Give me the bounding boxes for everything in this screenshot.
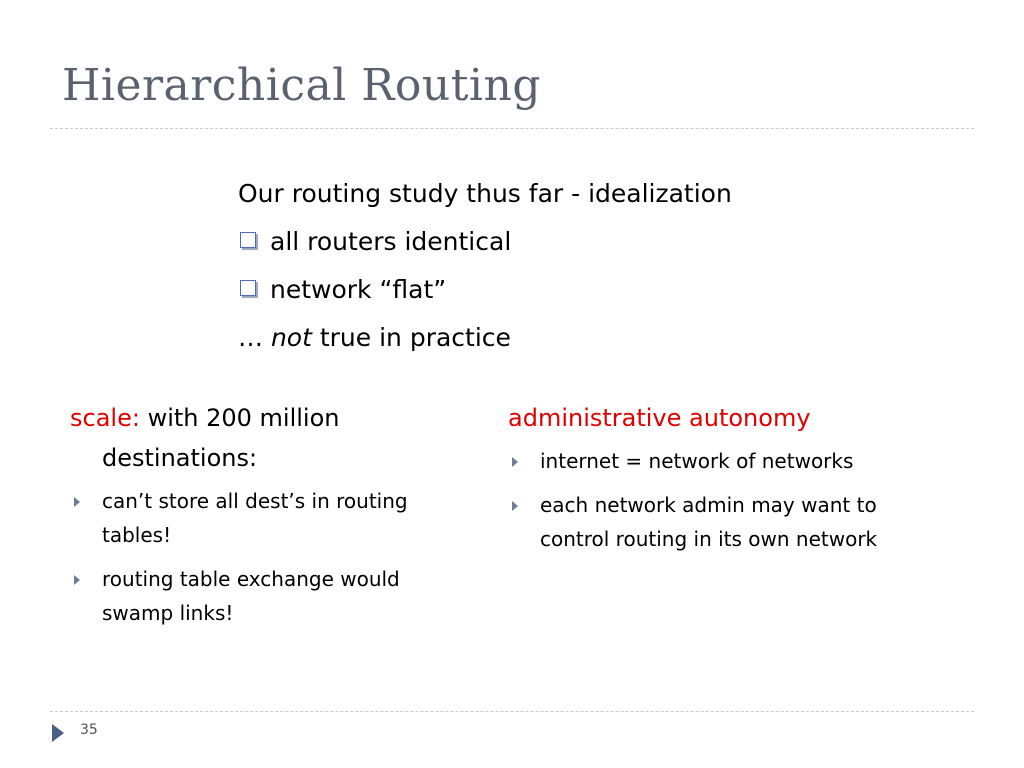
autonomy-heading: administrative autonomy xyxy=(508,404,811,432)
list-item xyxy=(70,484,470,552)
list-item xyxy=(508,444,948,478)
footer-divider xyxy=(50,711,974,712)
page-number: 35 xyxy=(80,722,98,738)
intro-item xyxy=(238,266,878,314)
checkbox-square-icon xyxy=(240,232,256,248)
list-item xyxy=(70,562,470,630)
list-item-text: can’t store all dest’s in routing tables! xyxy=(102,489,408,547)
list-item-text: routing table exchange would swamp links! xyxy=(102,567,400,625)
list-item xyxy=(508,488,948,556)
intro-item-text: all routers identical xyxy=(270,227,512,256)
intro-item-text: network “flat” xyxy=(270,275,447,304)
intro-closing-suffix: true in practice xyxy=(311,323,511,352)
triangle-right-icon xyxy=(74,497,80,507)
scale-heading xyxy=(70,398,470,478)
slide-title: Hierarchical Routing xyxy=(62,60,541,111)
intro-closing xyxy=(238,314,878,362)
intro-heading: Our routing study thus far - idealization xyxy=(238,179,732,208)
intro-block xyxy=(238,170,878,362)
checkbox-square-icon xyxy=(240,280,256,296)
intro-item xyxy=(238,218,878,266)
scale-bullet-list xyxy=(70,484,470,630)
autonomy-bullet-list xyxy=(508,444,948,556)
intro-closing-emphasis: not xyxy=(270,323,312,352)
triangle-right-icon xyxy=(512,457,518,467)
list-item-text: internet = network of networks xyxy=(540,449,854,473)
intro-closing-prefix: … xyxy=(238,323,271,352)
play-arrow-icon[interactable] xyxy=(52,724,64,742)
scale-column xyxy=(70,398,470,640)
list-item-text: each network admin may want to control routing in its own network xyxy=(540,493,878,551)
scale-label: scale: xyxy=(70,404,140,432)
triangle-right-icon xyxy=(74,575,80,585)
autonomy-column xyxy=(508,398,948,566)
title-divider xyxy=(50,128,974,129)
scale-heading-text: with 200 million destinations: xyxy=(102,404,340,472)
triangle-right-icon xyxy=(512,501,518,511)
